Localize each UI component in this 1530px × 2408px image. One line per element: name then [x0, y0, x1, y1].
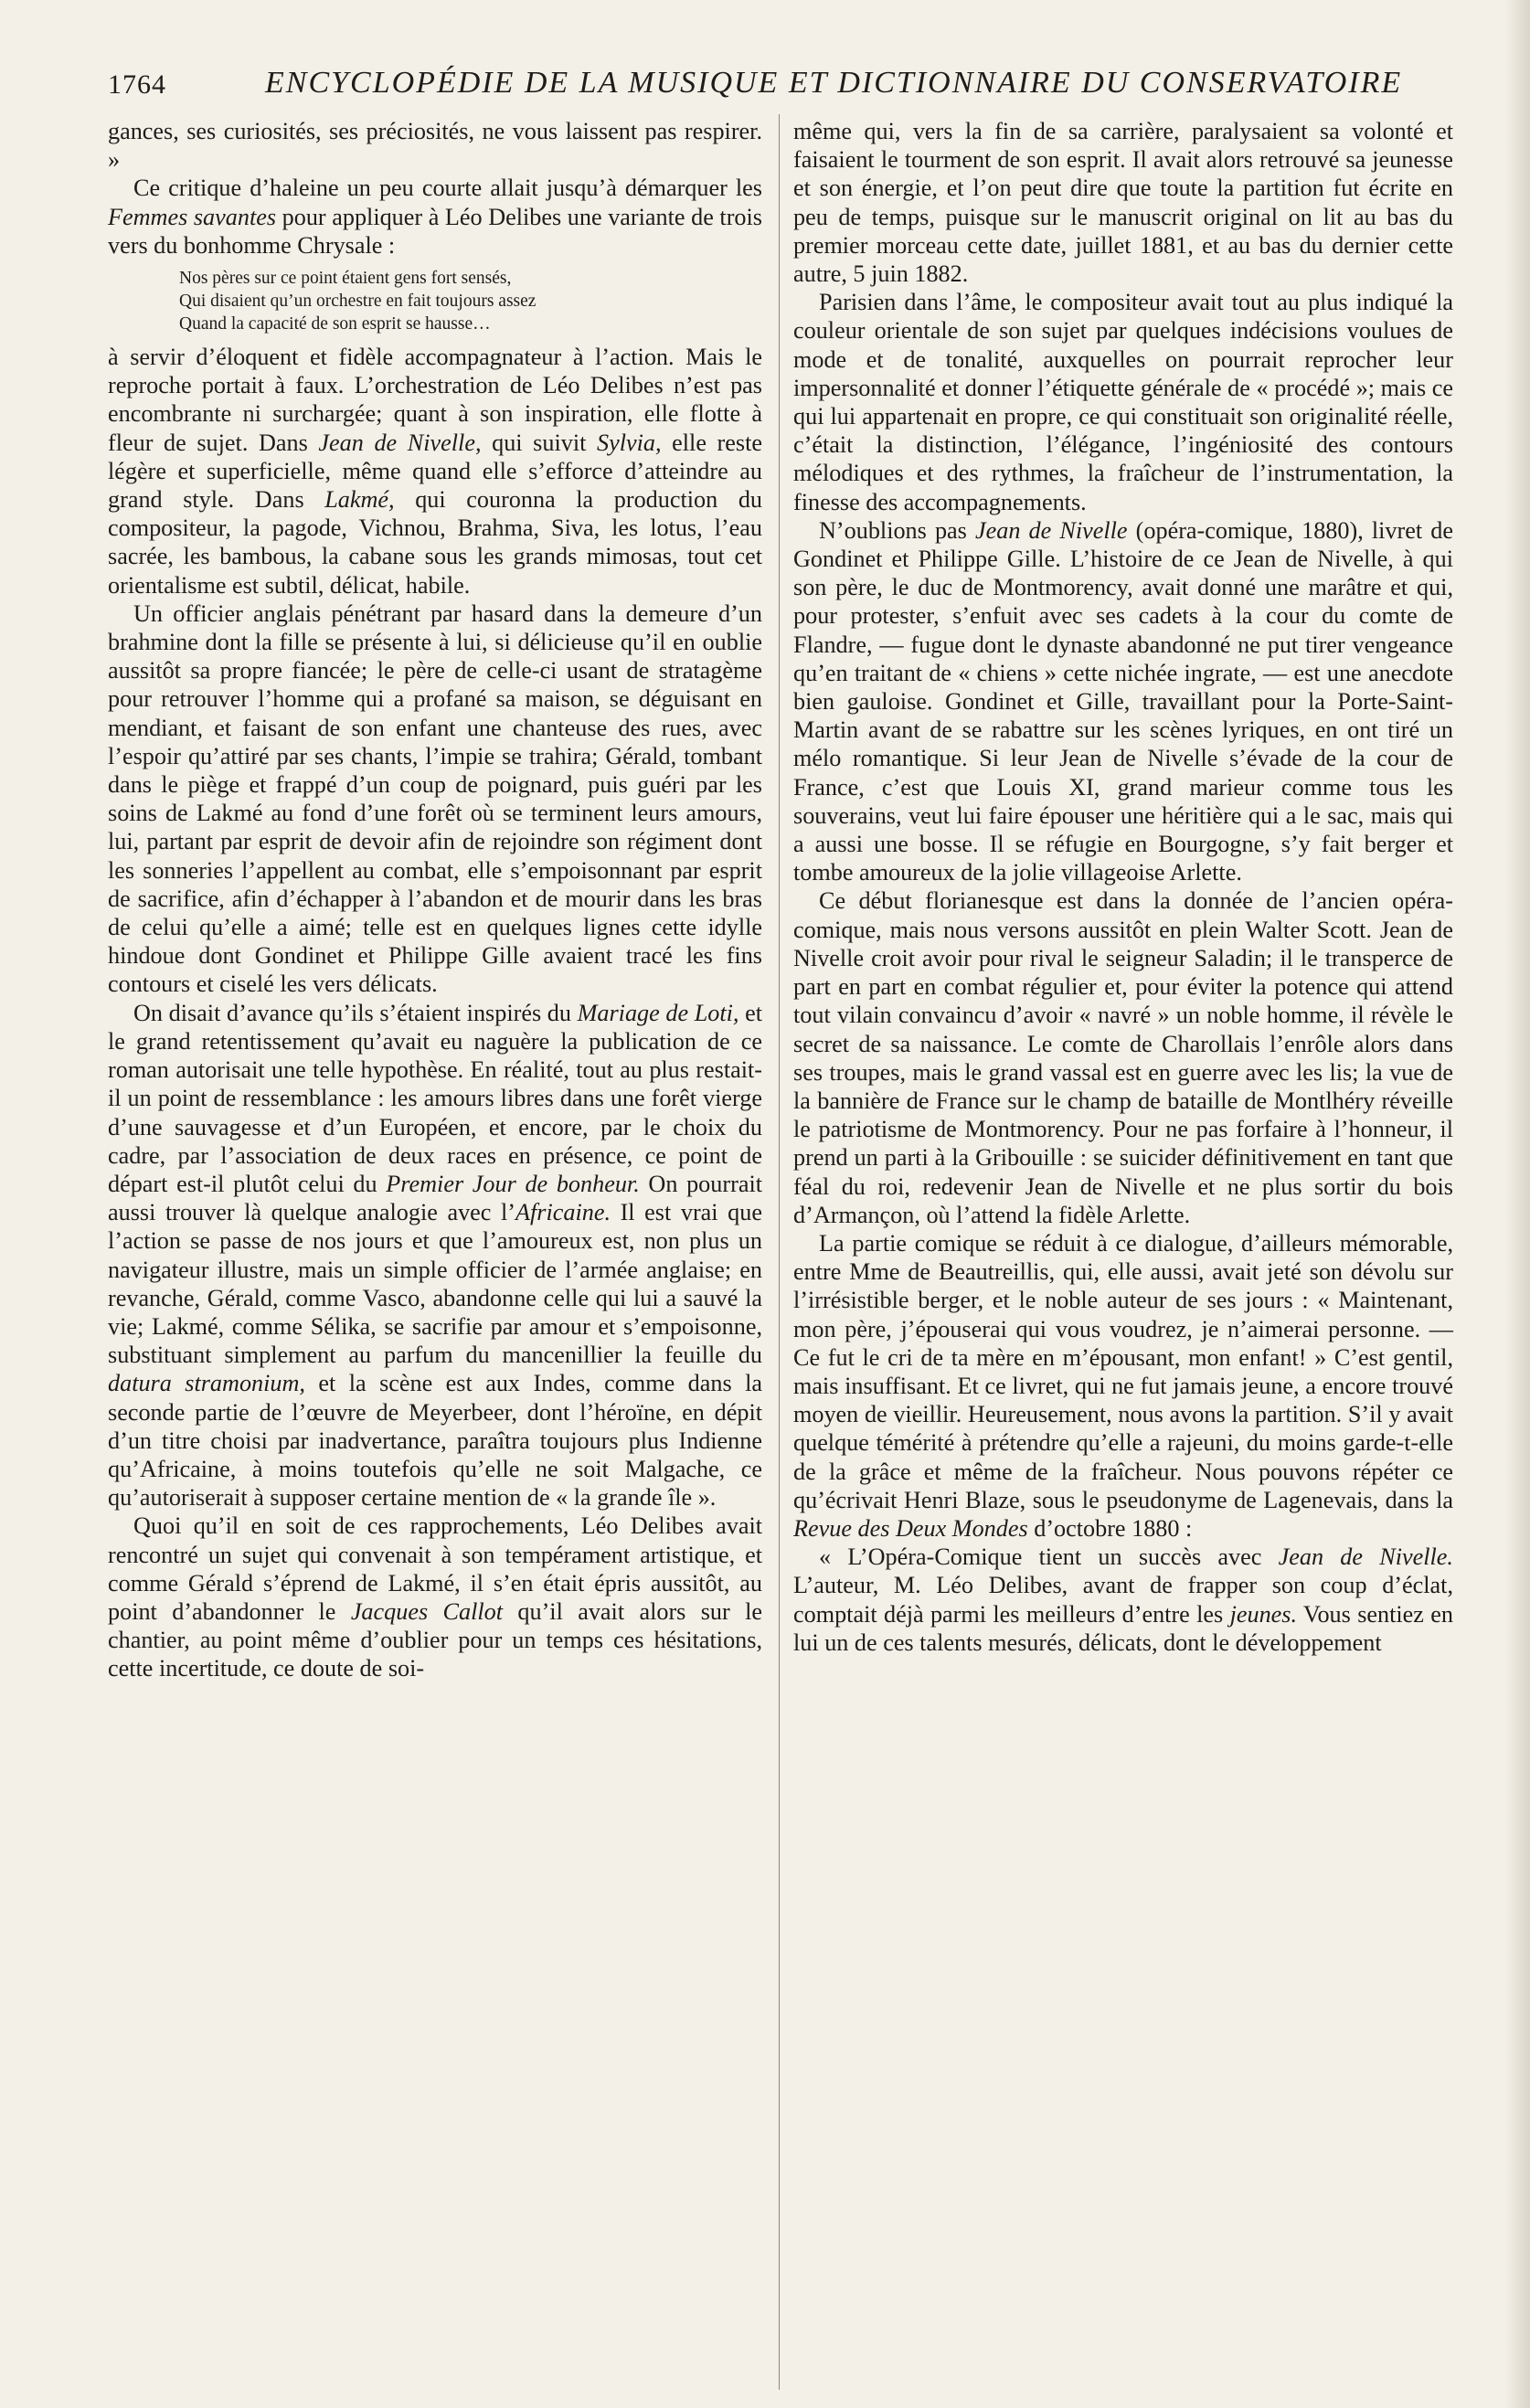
paragraph: Parisien dans l’âme, le compositeur avait tout au plus indiqué la couleur orientale de son sujet par quelques indécisions voulues de mode et de tonalité, auxquelles on pourrait reprocher leur impersonnalité et donner l’étiquette générale de « procédé »; mais ce qui lui appartenait en propre, ce qui constituait son originalité réelle, c’était la distinction, l’élégance, l’ingéniosité des contours mélodiques et des rythmes, la fraîcheur de l’instrumentation, la finesse des accompagnements. [793, 289, 1453, 515]
text: et la scène est aux Indes, comme dans la seconde partie de l’œuvre de Meyerbeer, dont l’héroïne, en dépit d’un titre choisi par inadvertance, paraîtra toujours plus Indienne qu’Africaine, à moins toutefois qu’elle ne soit Malgache, ce qu’autoriserait à supposer certaine mention de « la grande île ». [108, 1370, 762, 1512]
paragraph [108, 343, 762, 599]
paragraph [108, 999, 762, 1512]
text: N’oublions pas [819, 516, 975, 544]
text: La partie comique se réduit à ce dialogue, d’ailleurs mémorable, entre Mme de Beautreillis, qui, elle aussi, avait jeté son dévolu sur l’irrésistible berger, et le noble auteur de ses jours : « Maintenant, mon père, j’épouserai qui vous voudrez, je n’aimerai personne. — Ce fut le cri de ta mère en m’épousant, mon enfant! » C’est gentil, mais insuffisant. Et ce livret, qui ne fut jamais jeune, a encore trouvé moyen de vieillir. Heureusement, nous avons la partition. S’il y avait quelque témérité à prétendre qu’elle a rajeuni, du moins garde-t-elle de la grâce et même de la fraîcheur. Nous pouvons répéter ce qu’écrivait Henri Blaze, sous le pseudonyme de Lagenevais, dans la [793, 1229, 1453, 1513]
work-title: Jean de Nivelle, [318, 429, 482, 456]
text: L’auteur, M. Léo Delibes, avant de frapper son coup d’éclat, comptait déjà parmi les meilleurs d’entre les [793, 1572, 1453, 1628]
work-title: Sylvia, [597, 429, 662, 456]
text: On pourrait aussi trouver là quelque analogie avec l’ [108, 1170, 762, 1226]
work-title: Femmes savantes [108, 203, 277, 230]
paragraph: Ce début florianesque est dans la donnée de l’ancien opéra-comique, mais nous versons aussitôt en plein Walter Scott. Jean de Nivelle croit avoir pour rival le seigneur Saladin; il le transperce de part en part en combat régulier et, pour éviter la potence qui attend tout vilain convaincu d’avoir « navré » un noble homme, il révèle le secret de sa naissance. Le comte de Charollais l’enrôle alors dans ses troupes, mais le grand vassal est en guerre avec les lis; la vue de la bannière de France sur le champ de bataille de Montlhéry réveille le patriotisme de Montmorency. Pour ne pas forfaire à l’honneur, il prend un parti à la Gribouille : se suicider définitivement en tant que féal du roi, redevenir Jean de Nivelle et ne plus sortir du bois d’Armançon, où l’attend la fidèle Arlette. [793, 887, 1453, 1228]
latin-name: datura stramonium, [108, 1370, 305, 1397]
left-column [108, 117, 762, 1683]
work-title: Jean de Nivelle. [1278, 1543, 1453, 1571]
text: à servir d’éloquent et fidèle accompagnateur à l’action. Mais le reproche portait à faux. L’orchestration de Léo Delibes n’est pas encombrante ni surchargée; quant à son inspiration, elle flotte à fleur de sujet. Dans [108, 344, 762, 456]
paragraph: même qui, vers la fin de sa carrière, paralysaient sa volonté et faisaient le tourment de son esprit. Il avait alors retrouvé sa jeunesse et son énergie, et l’on peut dire que toute la partition fut écrite en peu de temps, puisque sur le manuscrit original on lit au bas du premier morceau cette date, juillet 1881, et au bas du dernier cette autre, 5 juin 1882. [793, 118, 1453, 288]
verse-line: Qui disaient qu’un orchestre en fait toujours assez [179, 292, 537, 312]
text: On disait d’avance qu’ils s’étaient inspirés du [133, 999, 578, 1026]
paragraph [793, 516, 1453, 887]
text: qui couronna la production du compositeur, la pagode, Vichnou, Brahma, Siva, les lotus, l’eau sacrée, les bambous, la cabane sous les grands mimosas, tout cet orientalisme est subtil, délicat, habile. [108, 486, 763, 599]
verse-line: Nos pères sur ce point étaient gens fort sensés, [179, 269, 512, 289]
work-title: Jean de Nivelle [975, 516, 1128, 544]
text: Vous sentiez en lui un de ces talents mesurés, délicats, dont le développement [793, 1600, 1453, 1656]
work-title: Lakmé, [324, 486, 395, 514]
paragraph: Un officier anglais pénétrant par hasard dans la demeure d’un brahmine dont la fille se présente à lui, si délicieuse qu’il en oublie aussitôt sa propre fiancée; le père de celle-ci usant de stratagème pour retrouver l’homme qui a profané sa maison, se déguisant en mendiant, et faisant de son enfant une chanteuse des rues, avec l’espoir qu’attiré par ses chants, l’impie se trahira; Gérald, tombant dans le piège et frappé d’un coup de poignard, puis guéri par les soins de Lakmé au fond d’une forêt où se terminent leurs amours, lui, partant par esprit de devoir afin de rejoindre son régiment dont les sonneries l’appellent au combat, elle s’empoisonnant par esprit de sacrifice, afin d’échapper à l’abandon et de mourir dans les bras de celui qu’elle a aimé; telle est en quelques lignes cette idylle hindoue dont Gondinet et Philippe Gille avaient tracé les fins contours et ciselé les vers délicats. [108, 599, 762, 998]
journal-title: Revue des Deux Mondes [793, 1514, 1028, 1542]
text: « L’Opéra-Comique tient un succès avec [819, 1543, 1279, 1571]
paragraph: gances, ses curiosités, ses préciosités, ne vous laissent pas respirer. » [108, 118, 762, 174]
paragraph [108, 1512, 762, 1682]
paragraph [108, 174, 762, 260]
text: Il est vrai que l’action se passe de nos jours et que l’amoureux est, non plus un navigateur illustre, mais un simple officier de l’armée anglaise; en revanche, Gérald, comme Vasco, abandonne celle qui lui a sauvé la vie; Lakmé, comme Sélika, se sacrifie par amour et s’empoisonne, substituant simplement au parfum du mancenillier la feuille du [108, 1199, 762, 1369]
page-edge-shadow [1504, 0, 1530, 2408]
paragraph [793, 1229, 1453, 1543]
text: qu’il avait alors sur le chantier, au point même d’oublier pour un temps ces hésitations, cette incertitude, ce doute de soi- [108, 1597, 763, 1682]
verse-line: Quand la capacité de son esprit se hausse… [179, 314, 491, 334]
text: elle reste légère et superficielle, même quand elle s’efforce d’atteindre au grand style. Dans [108, 429, 762, 514]
work-title: Africaine. [515, 1199, 611, 1226]
verse-quotation [179, 267, 762, 335]
text: (opéra-comique, 1880), livret de Gondinet et Philippe Gille. L’histoire de ce Jean de Nivelle, à qui son père, le duc de Montmorency, avait donné une marâtre et qui, pour protester, s’enfuit avec ses cadets à la cour du comte de Flandre, — fugue dont le dynaste abandonné ne put tirer vengeance qu’en traitant de « chiens » cette nichée ingrate, — est une anecdote bien gauloise. Gondinet et Gille, travaillant pour la Porte-Saint-Martin avant de se rabattre sur les scènes lyriques, en ont tiré un mélo romantique. Si leur Jean de Nivelle s’évade de la cour de France, c’est que Louis XI, grand marieur comme tous les souverains, veut lui faire épouser une héritière qui a le sac, mais qui a aussi une bosse. Il se réfugie en Bourgogne, s’y fait berger et tombe amoureux de la jolie villageoise Arlette. [793, 516, 1453, 886]
work-title: Jacques Callot [350, 1597, 504, 1625]
column-rule [779, 114, 780, 2390]
paragraph [793, 1543, 1453, 1657]
work-title: Premier Jour de bonheur. [386, 1170, 640, 1197]
text: pour appliquer à Léo Delibes une variante de trois vers du bonhomme Chrysale : [108, 203, 762, 259]
text: Quoi qu’il en soit de ces rapprochements, Léo Delibes avait rencontré un sujet qui convenait à son tempérament artistique, et comme Gérald s’éprend de Lakmé, il s’en était épris aussitôt, au point d’abandonner le [108, 1512, 762, 1625]
running-head: ENCYCLOPÉDIE DE LA MUSIQUE ET DICTIONNAIRE DU CONSERVATOIRE [265, 66, 1403, 100]
right-column [793, 117, 1453, 1657]
emphasis: jeunes. [1229, 1600, 1298, 1628]
text: et le grand retentissement qu’avait eu naguère la publication de ce roman autorisait une telle hypothèse. En réalité, tout au plus restait-il un point de ressemblance : les amours libres dans une forêt vierge d’une sauvagesse et d’un Européen, et encore, par le choix du cadre, par l’association de deux races en présence, ce point de départ est-il plutôt celui du [108, 999, 762, 1197]
text: Ce critique d’haleine un peu courte allait jusqu’à démarquer les [133, 175, 762, 202]
text: qui suivit [481, 429, 597, 456]
text: d’octobre 1880 : [1027, 1514, 1193, 1542]
page-number: 1764 [108, 69, 166, 100]
work-title: Mariage de Loti, [577, 999, 739, 1026]
